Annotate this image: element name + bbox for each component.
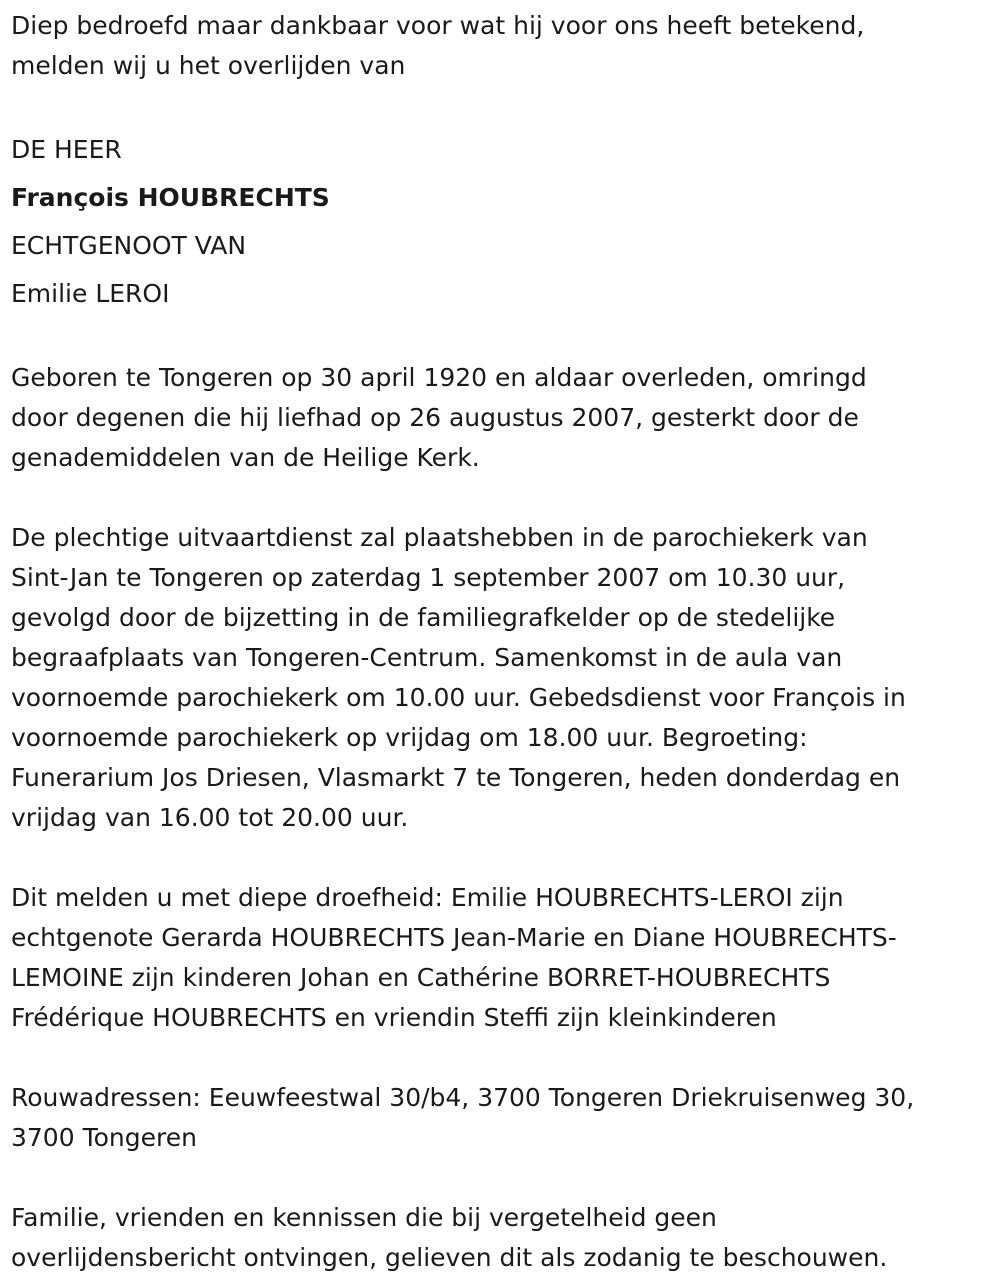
- paragraph-line: genademiddelen van de Heilige Kerk.: [11, 443, 480, 472]
- paragraph-line: vrijdag van 16.00 tot 20.00 uur.: [11, 803, 409, 832]
- spacer: [11, 1158, 990, 1198]
- deceased-block: [11, 126, 990, 318]
- deceased-name: François HOUBRECHTS: [11, 183, 330, 212]
- honorific-title: DE HEER: [11, 135, 122, 164]
- spacer: [11, 478, 990, 518]
- paragraph-line: voornoemde parochiekerk op vrijdag om 18.00 uur. Begroeting:: [11, 723, 808, 752]
- paragraph-line: Dit melden u met diepe droefheid: Emilie HOUBRECHTS-LEROI zijn: [11, 883, 844, 912]
- paragraph-line: voornoemde parochiekerk om 10.00 uur. Gebedsdienst voor François in: [11, 683, 906, 712]
- funeral-paragraph: [11, 518, 990, 838]
- spouse-name: Emilie LEROI: [11, 279, 170, 308]
- paragraph-line: echtgenote Gerarda HOUBRECHTS Jean-Marie en Diane HOUBRECHTS-: [11, 923, 897, 952]
- spacer: [11, 86, 990, 126]
- closing-paragraph: [11, 1198, 990, 1278]
- spacer: [11, 318, 990, 358]
- relation-label: ECHTGENOOT VAN: [11, 231, 247, 260]
- spacer: [11, 838, 990, 878]
- paragraph-line: Rouwadressen: Eeuwfeestwal 30/b4, 3700 Tongeren Driekruisenweg 30,: [11, 1083, 915, 1112]
- intro-paragraph: [11, 6, 990, 86]
- paragraph-line: Frédérique HOUBRECHTS en vriendin Steffi zijn kleinkinderen: [11, 1003, 777, 1032]
- addresses-paragraph: [11, 1078, 990, 1158]
- family-paragraph: [11, 878, 990, 1038]
- paragraph-line: overlijdensbericht ontvingen, gelieven dit als zodanig te beschouwen.: [11, 1243, 888, 1272]
- paragraph-line: De plechtige uitvaartdienst zal plaatshebben in de parochiekerk van: [11, 523, 868, 552]
- intro-line: melden wij u het overlijden van: [11, 51, 406, 80]
- paragraph-line: LEMOINE zijn kinderen Johan en Cathérine BORRET-HOUBRECHTS: [11, 963, 831, 992]
- paragraph-line: Funerarium Jos Driesen, Vlasmarkt 7 te Tongeren, heden donderdag en: [11, 763, 901, 792]
- spacer: [11, 1038, 990, 1078]
- birth-death-paragraph: [11, 358, 990, 478]
- paragraph-line: Sint-Jan te Tongeren op zaterdag 1 september 2007 om 10.30 uur,: [11, 563, 846, 592]
- paragraph-line: gevolgd door de bijzetting in de familiegrafkelder op de stedelijke: [11, 603, 836, 632]
- paragraph-line: door degenen die hij liefhad op 26 augustus 2007, gesterkt door de: [11, 403, 859, 432]
- paragraph-line: 3700 Tongeren: [11, 1123, 197, 1152]
- paragraph-line: begraafplaats van Tongeren-Centrum. Samenkomst in de aula van: [11, 643, 843, 672]
- paragraph-line: Familie, vrienden en kennissen die bij vergetelheid geen: [11, 1203, 717, 1232]
- intro-line: Diep bedroefd maar dankbaar voor wat hij voor ons heeft betekend,: [11, 11, 865, 40]
- paragraph-line: Geboren te Tongeren op 30 april 1920 en aldaar overleden, omringd: [11, 363, 867, 392]
